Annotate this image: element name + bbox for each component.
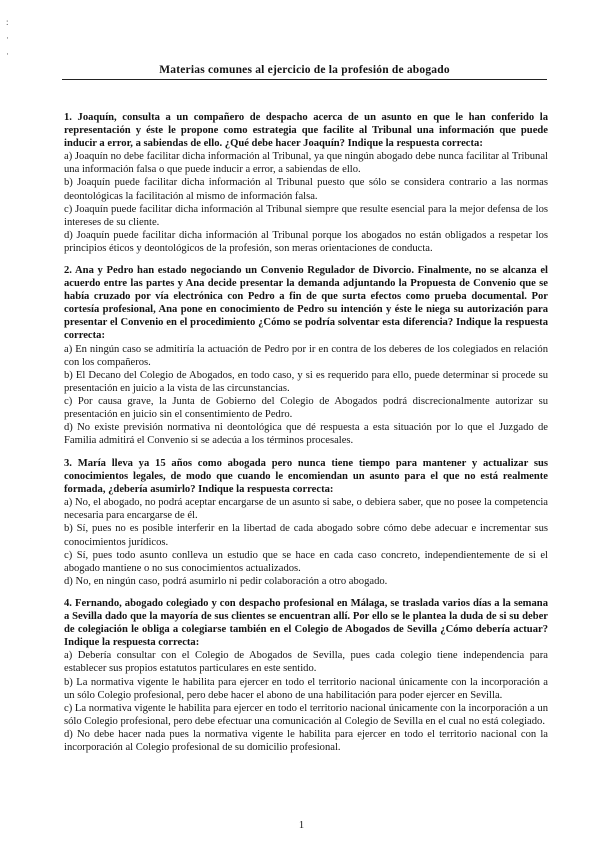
question-4: [64, 597, 548, 754]
question-stem: 4. Fernando, abogado colegiado y con despacho profesional en Málaga, se traslada varios días a la semana a Sevilla dado que la mayoría de sus clientes se encuentran allí. Por ello se le plantea la duda de si su deber de colegiación le obliga a colegiarse también en el Colegio de Abogados de Sevilla ¿Cómo debería actuar? Indique la respuesta correcta:: [64, 598, 548, 649]
option-a: a) Joaquín no debe facilitar dicha información al Tribunal, ya que ningún abogado debe nunca facilitar al Tribunal una información falsa o que puede inducir a error, a sabiendas de ello.: [64, 151, 548, 176]
option-d: d) Joaquín puede facilitar dicha información al Tribunal porque los abogados no están obligados a respetar los principios éticos y deontológicos de la profesión, son meras orientaciones de conducta.: [64, 229, 548, 254]
option-d: d) No, en ningún caso, podrá asumirlo ni pedir colaboración a otro abogado.: [64, 575, 388, 587]
option-a: a) No, el abogado, no podrá aceptar encargarse de un asunto si sabe, o debiera saber, que no posee la competencia necesaria para encargarse de él.: [64, 497, 548, 522]
option-a: a) En ningún caso se admitiría la actuación de Pedro por ir en contra de los deberes de los colegiados en relación con los compañeros.: [64, 343, 548, 368]
option-d: d) No existe previsión normativa ni deontológica que dé respuesta a esta situación por lo que el Juzgado de Familia admitirá el Convenio si se adecúa a los términos procesales.: [64, 422, 548, 447]
scan-marks: [6, 14, 9, 62]
question-1: [64, 111, 548, 255]
option-d: d) No debe hacer nada pues la normativa vigente le habilita para ejercer en todo el territorio nacional con la incorporación al Colegio profesional de su domicilio profesional.: [64, 728, 548, 754]
question-stem: 3. María lleva ya 15 años como abogada pero nunca tiene tiempo para mantener y actualizar sus conocimientos legales, de modo que cuando le encomiendan un asunto para el que no está realmente formada, ¿debería asumirlo? Indique la respuesta correcta:: [64, 458, 548, 496]
option-c: c) La normativa vigente le habilita para ejercer en todo el territorio nacional únicamente con la incorporación a un sólo Colegio profesional, pero debe efectuar una comunicación al Colegio de Sevilla en el cual no está colegiado.: [64, 702, 548, 727]
option-c: c) Por causa grave, la Junta de Gobierno del Colegio de Abogados podrá discrecionalmente autorizar su presentación en juicio sin el consentimiento de Pedro.: [64, 395, 548, 421]
option-b: b) El Decano del Colegio de Abogados, en todo caso, y si es requerido para ello, puede determinar si procede su presentación en juicio a la vista de las circunstancias.: [64, 369, 548, 394]
question-stem: 1. Joaquín, consulta a un compañero de despacho acerca de un asunto en que le han conferido la representación y éste le propone como estrategia que facilite al Tribunal una información que puede inducir a error, a sabiendas de ello. ¿Qué debe hacer Joaquín? Indique la respuesta correcta:: [64, 112, 548, 150]
option-b: b) Sí, pues no es posible interferir en la libertad de cada abogado sobre cómo debe adecuar e incrementar sus conocimientos jurídicos.: [64, 523, 548, 548]
scan-mark: ·: [6, 33, 9, 43]
option-c: c) Joaquín puede facilitar dicha información al Tribunal siempre que resulte esencial para la mejor defensa de los intereses de su cliente.: [64, 203, 548, 228]
page-header-title: Materias comunes al ejercicio de la profesión de abogado: [62, 64, 547, 80]
question-2: [64, 264, 548, 447]
option-b: b) La normativa vigente le habilita para ejercer en todo el territorio nacional únicamente con la incorporación a un sólo Colegio profesional, pero debe hacer el abono de una habilitación para poder ejercer en Sevilla.: [64, 676, 548, 701]
scan-mark: ·: [6, 49, 9, 59]
question-3: [64, 457, 548, 588]
question-stem: 2. Ana y Pedro han estado negociando un Convenio Regulador de Divorcio. Finalmente, no se alcanza el acuerdo entre las partes y Ana decide presentar la demanda adjuntando la Propuesta de Convenio que se había cruzado por vía electrónica con Pedro a fin de que surta efectos como prueba documental. Por cortesía profesional, Ana pone en conocimiento de Pedro su intención y éste le niega su autorización para presentar el Convenio en el procedimiento ¿Cómo se podría solventar esta diferencia? Indique la respuesta correcta:: [64, 265, 548, 342]
page-number: 1: [298, 820, 305, 831]
scan-mark: :: [6, 17, 9, 27]
option-c: c) Sí, pues todo asunto conlleva un estudio que se hace en cada caso concreto, independientemente de si el abogado mantiene o no sus conocimientos actualizados.: [64, 549, 548, 574]
option-a: a) Debería consultar con el Colegio de Abogados de Sevilla, pues cada colegio tiene independencia para establecer sus propios estatutos particulares en este sentido.: [64, 650, 548, 675]
option-b: b) Joaquín puede facilitar dicha información al Tribunal puesto que sólo se considera contrario a las normas deontológicas la facilitación al mismo de información falsa.: [64, 177, 548, 202]
